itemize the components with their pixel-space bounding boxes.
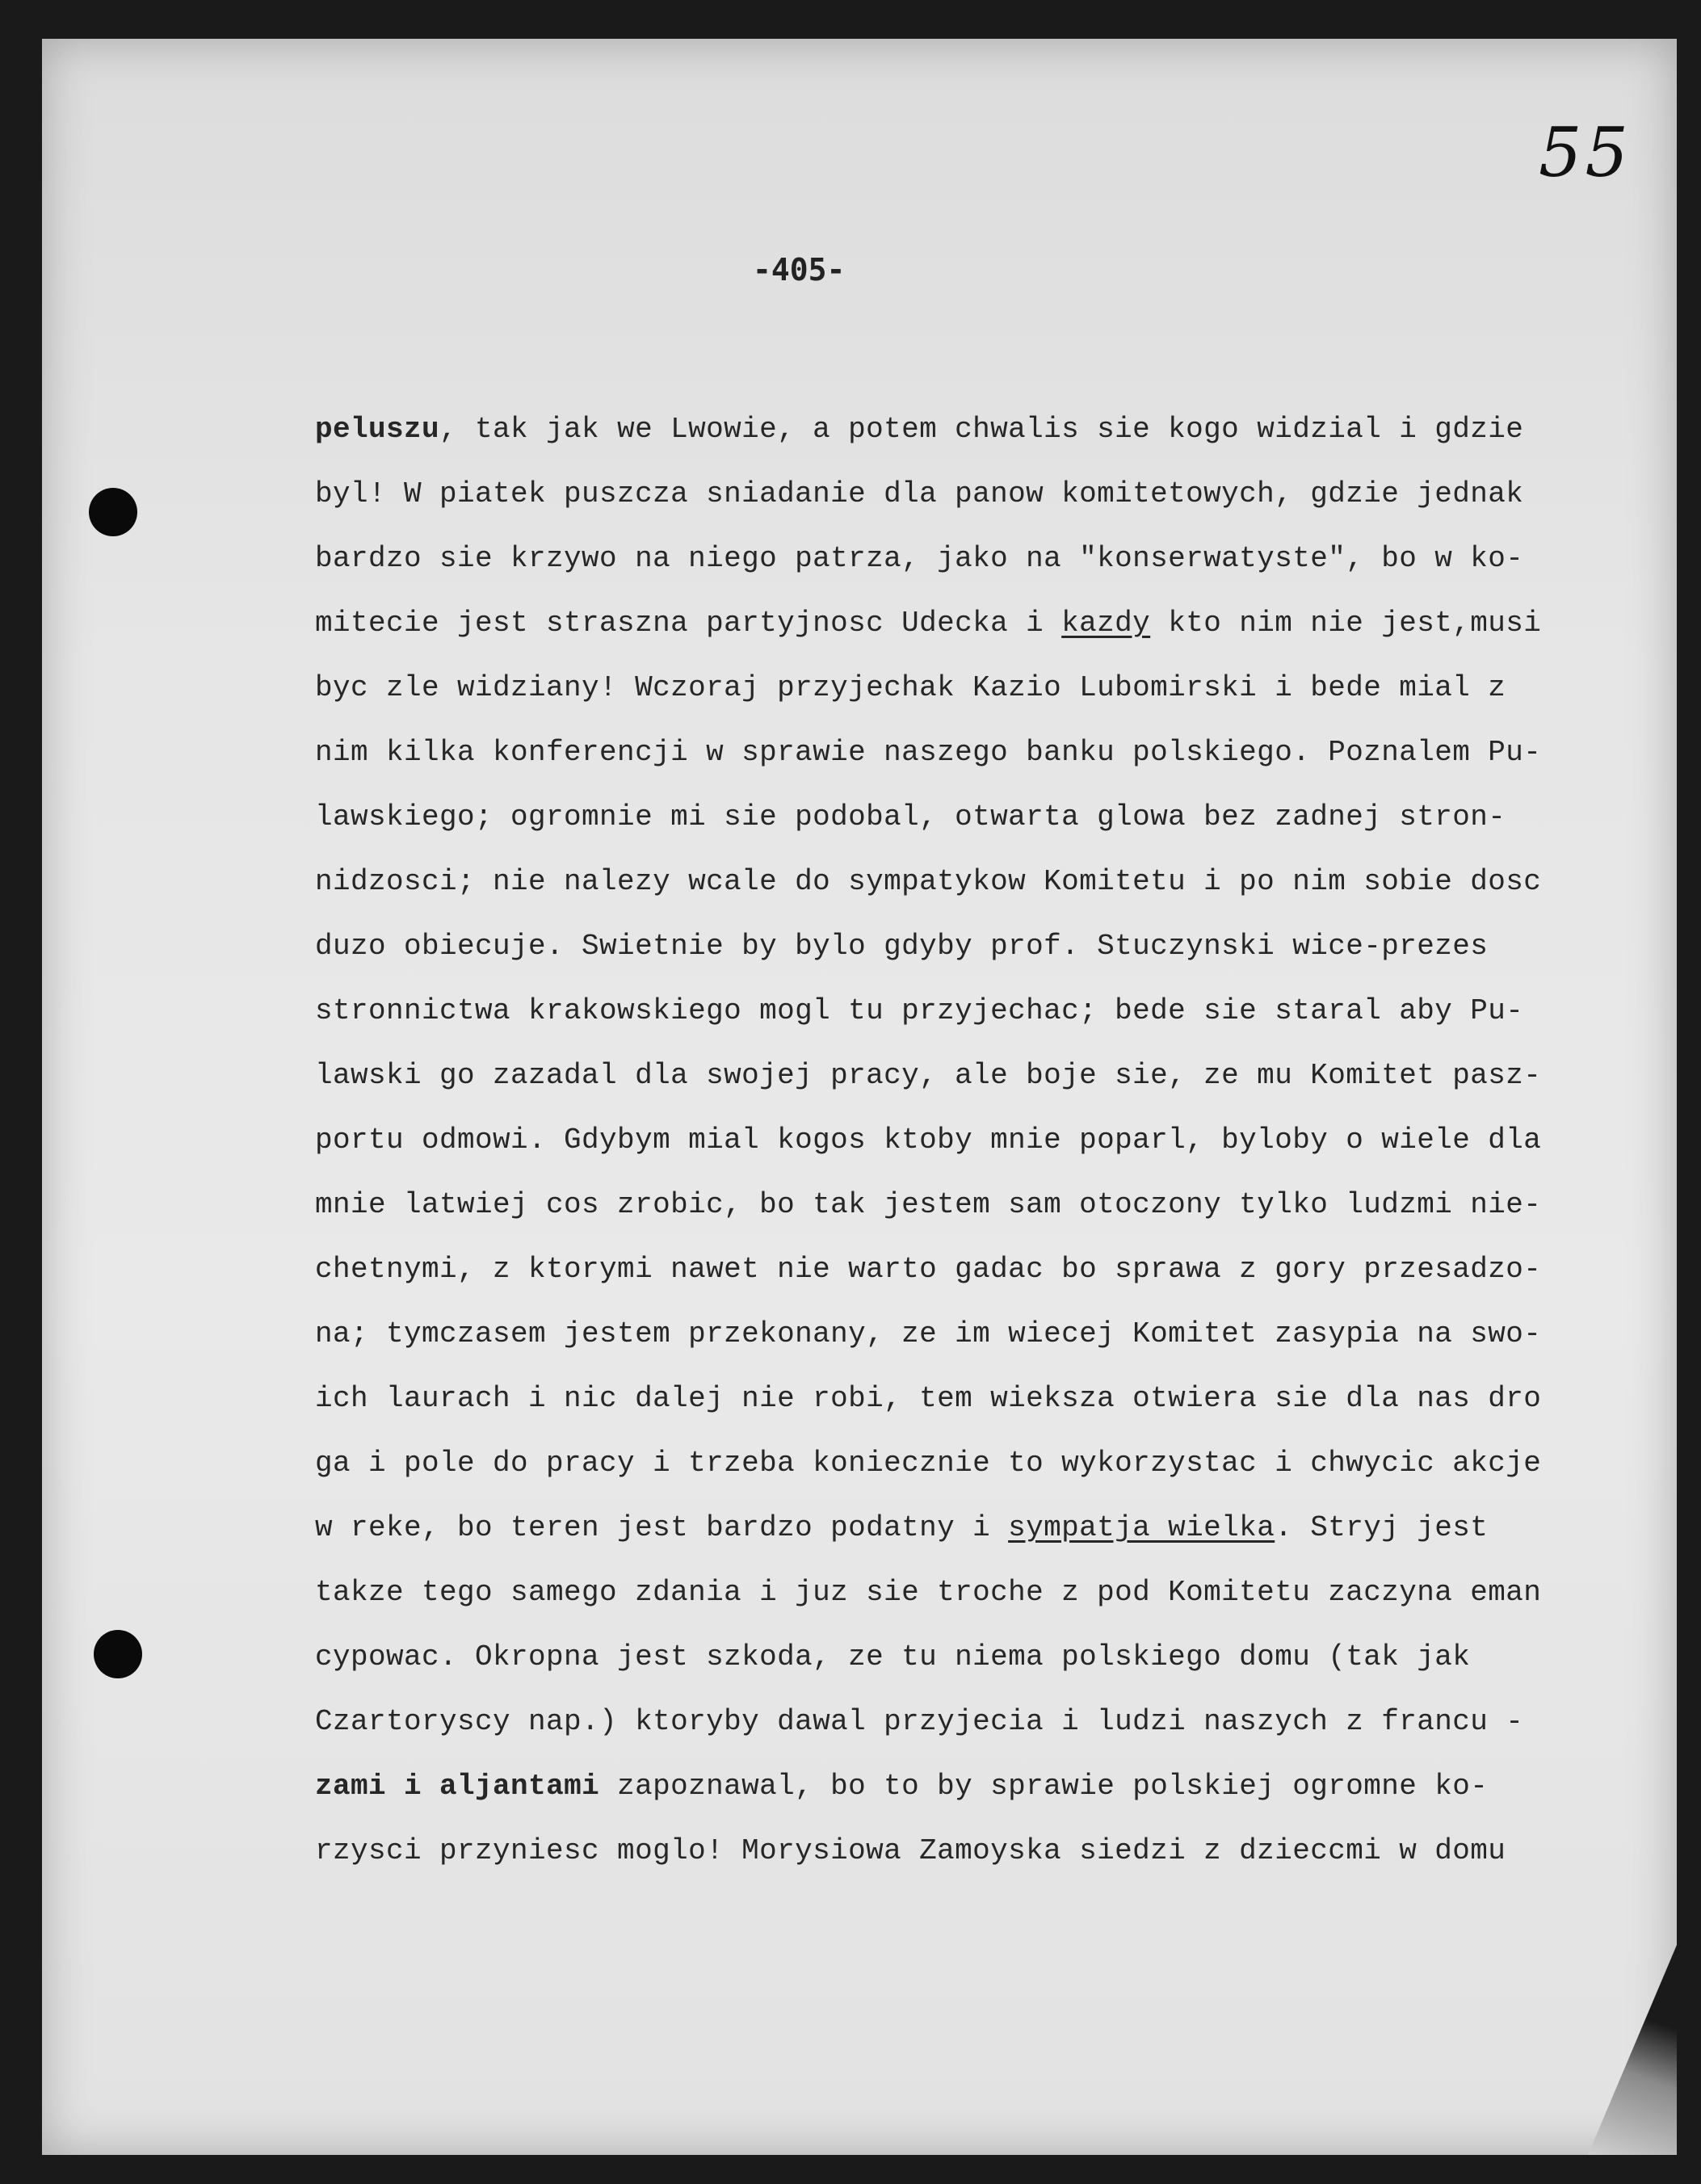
text-line (315, 1690, 1672, 1754)
bold-text: peluszu (315, 413, 440, 446)
text-segment: byl! W piatek puszcza sniadanie dla panow komitetowych, gdzie jednak (315, 477, 1524, 510)
text-segment: mitecie jest straszna partyjnosc Udecka i (315, 607, 1062, 640)
text-line (315, 1302, 1672, 1367)
text-segment: ga i pole do pracy i trzeba koniecznie to wykorzystac i chwycic akcje (315, 1447, 1542, 1480)
text-segment: zapoznawal, bo to by sprawie polskiej ogromne ko- (599, 1770, 1489, 1803)
bold-text: aljantami (439, 1770, 600, 1803)
typed-letter-text (315, 397, 1672, 1884)
text-line (315, 720, 1672, 785)
text-segment: lawskiego; ogromnie mi sie podobal, otwarta glowa bez zadnej stron- (315, 800, 1506, 834)
text-segment: rzysci przyniesc moglo! Morysiowa Zamoyska siedzi z dzieccmi w domu (315, 1834, 1506, 1867)
text-segment: w reke, bo teren jest bardzo podatny i (315, 1511, 1009, 1544)
text-line (315, 785, 1672, 850)
text-segment: portu odmowi. Gdybym mial kogos ktoby mnie poparl, byloby o wiele dla (315, 1124, 1542, 1157)
text-line (315, 656, 1672, 720)
text-line (315, 850, 1672, 914)
text-line (315, 1819, 1672, 1884)
text-segment: nim kilka konferencji w sprawie naszego banku polskiego. Poznalem Pu- (315, 736, 1542, 769)
text-line (315, 1367, 1672, 1431)
text-segment: . Stryj jest (1275, 1511, 1489, 1544)
text-segment: takze tego samego zdania i juz sie troche z pod Komitetu zaczyna eman (315, 1576, 1542, 1609)
text-line (315, 591, 1672, 656)
text-line (315, 1044, 1672, 1108)
text-line (315, 1754, 1672, 1819)
punch-hole-top (89, 488, 137, 536)
text-line (315, 1560, 1672, 1625)
page-number: -405- (753, 252, 846, 288)
text-line (315, 979, 1672, 1044)
text-segment: kto nim nie jest,musi (1150, 607, 1542, 640)
text-segment: lawski go zazadal dla swojej pracy, ale boje sie, ze mu Komitet pasz- (315, 1059, 1542, 1092)
text-segment: mnie latwiej cos zrobic, bo tak jestem sam otoczony tylko ludzmi nie- (315, 1188, 1542, 1221)
handwritten-folio-number: 55 (1539, 113, 1632, 192)
text-line (315, 462, 1672, 527)
folded-corner (1588, 1945, 1677, 2155)
text-line (315, 527, 1672, 591)
text-segment (422, 1770, 439, 1803)
text-segment: , tak jak we Lwowie, a potem chwalis sie kogo widzial i gdzie (439, 413, 1524, 446)
text-segment: stronnictwa krakowskiego mogl tu przyjechac; bede sie staral aby Pu- (315, 994, 1524, 1027)
text-line (315, 1237, 1672, 1302)
text-segment: na; tymczasem jestem przekonany, ze im wiecej Komitet zasypia na swo- (315, 1317, 1542, 1350)
text-segment: Czartoryscy nap.) ktoryby dawal przyjecia i ludzi naszych z francu - (315, 1705, 1524, 1738)
text-segment: byc zle widziany! Wczoraj przyjechak Kazio Lubomirski i bede mial z (315, 671, 1506, 704)
text-line (315, 1173, 1672, 1237)
text-segment: nidzosci; nie nalezy wcale do sympatykow Komitetu i po nim sobie dosc (315, 865, 1542, 898)
underlined-text: sympatja wielka (1008, 1511, 1275, 1544)
text-line (315, 1625, 1672, 1690)
underlined-text: kazdy (1061, 607, 1151, 640)
text-line (315, 397, 1672, 462)
text-segment: duzo obiecuje. Swietnie by bylo gdyby prof. Stuczynski wice-prezes (315, 930, 1489, 963)
text-line (315, 1108, 1672, 1173)
bold-text: zami i (315, 1770, 422, 1803)
text-line (315, 1431, 1672, 1496)
text-line (315, 914, 1672, 979)
text-segment: bardzo sie krzywo na niego patrza, jako na "konserwatyste", bo w ko- (315, 542, 1524, 575)
punch-hole-bottom (94, 1630, 142, 1678)
text-segment: cypowac. Okropna jest szkoda, ze tu niema polskiego domu (tak jak (315, 1640, 1471, 1674)
text-segment: chetnymi, z ktorymi nawet nie warto gadac bo sprawa z gory przesadzo- (315, 1253, 1542, 1286)
text-line (315, 1496, 1672, 1560)
text-segment: ich laurach i nic dalej nie robi, tem wieksza otwiera sie dla nas dro (315, 1382, 1542, 1415)
